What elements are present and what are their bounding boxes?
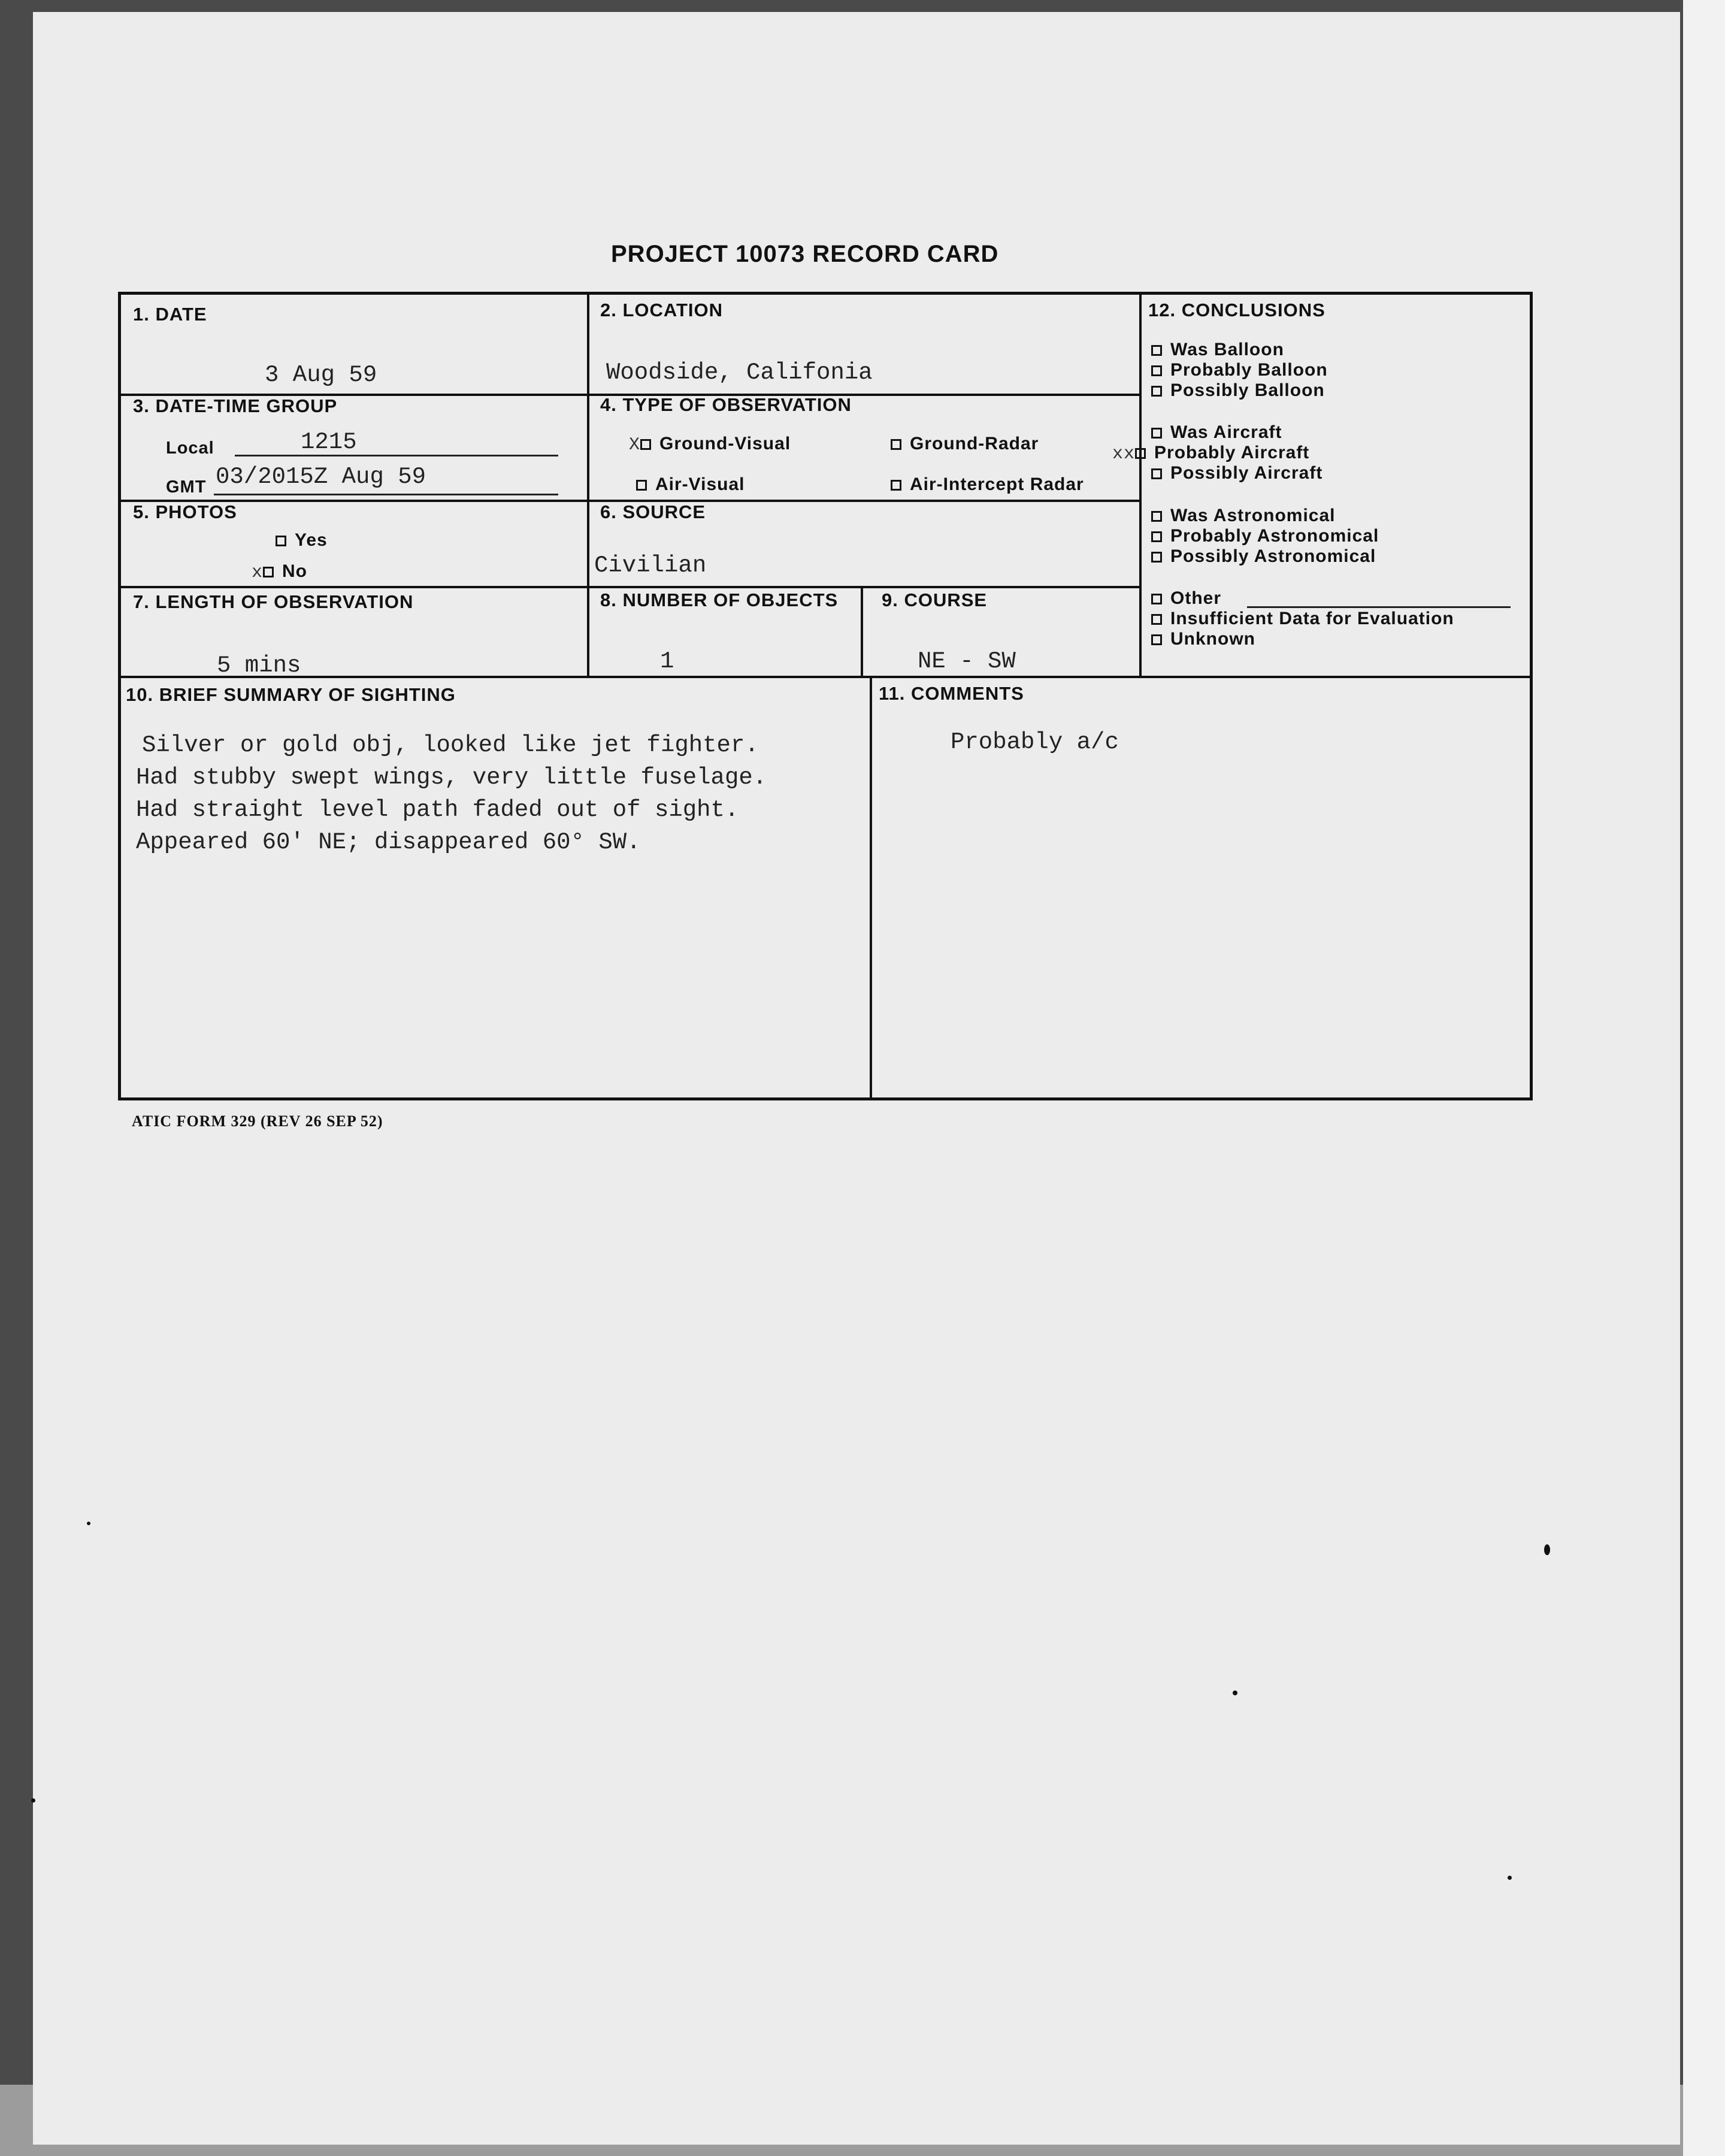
summary-line: Had stubby swept wings, very little fuselage. bbox=[136, 764, 767, 791]
divider-col-conclusions bbox=[1139, 295, 1142, 678]
scan-speck bbox=[1508, 1876, 1512, 1880]
date-value: 3 Aug 59 bbox=[265, 362, 377, 388]
observation-option-air-visual bbox=[636, 474, 745, 495]
datetime-group-label: 3. DATE-TIME GROUP bbox=[133, 395, 338, 416]
card-title: PROJECT 10073 RECORD CARD bbox=[611, 241, 999, 267]
checkbox-icon bbox=[640, 439, 651, 450]
summary-line: Silver or gold obj, looked like jet fighter. bbox=[142, 732, 759, 758]
option-text: Probably Aircraft bbox=[1154, 443, 1310, 462]
checkbox-icon bbox=[1151, 634, 1162, 645]
scan-speck bbox=[31, 1798, 35, 1803]
checkbox-icon bbox=[276, 536, 286, 546]
observation-option-ground-radar bbox=[891, 434, 1039, 454]
photos-option-no bbox=[252, 561, 307, 583]
checkbox-icon bbox=[1151, 614, 1162, 625]
conclusion-probably-balloon bbox=[1151, 360, 1328, 380]
photos-label: 5. PHOTOS bbox=[133, 501, 237, 522]
objects-label: 8. NUMBER OF OBJECTS bbox=[600, 589, 839, 610]
date-label: 1. DATE bbox=[133, 304, 207, 325]
summary-line: Had straight level path faded out of sight. bbox=[136, 797, 739, 823]
option-text: Ground-Visual bbox=[659, 434, 791, 453]
conclusion-insufficient-data bbox=[1151, 609, 1454, 629]
location-label: 2. LOCATION bbox=[600, 300, 724, 320]
conclusion-other bbox=[1151, 588, 1221, 609]
checkbox-icon bbox=[1151, 468, 1162, 479]
checkbox-icon bbox=[1135, 448, 1146, 459]
divider-row3 bbox=[121, 586, 1139, 588]
conclusion-probably-astronomical bbox=[1151, 526, 1379, 546]
option-text: Was Balloon bbox=[1170, 340, 1284, 359]
option-text: Air-Visual bbox=[655, 474, 745, 494]
option-text: Possibly Astronomical bbox=[1170, 546, 1376, 566]
conclusion-was-aircraft bbox=[1151, 422, 1282, 443]
conclusion-possibly-astronomical bbox=[1151, 546, 1376, 567]
option-text: Was Astronomical bbox=[1170, 506, 1336, 525]
conclusion-was-balloon bbox=[1151, 340, 1284, 360]
other-underline bbox=[1247, 606, 1511, 608]
length-value: 5 mins bbox=[217, 652, 301, 679]
option-text: Probably Balloon bbox=[1170, 360, 1328, 380]
conclusion-was-astronomical bbox=[1151, 506, 1336, 526]
comments-value: Probably a/c bbox=[951, 729, 1119, 755]
option-text: Possibly Balloon bbox=[1170, 380, 1325, 400]
checkbox-icon bbox=[1151, 594, 1162, 604]
checkbox-icon bbox=[1151, 428, 1162, 439]
comments-label: 11. COMMENTS bbox=[879, 683, 1024, 704]
scan-speck bbox=[1544, 1544, 1550, 1555]
checkbox-icon bbox=[1151, 365, 1162, 376]
paper-right-edge bbox=[1683, 0, 1725, 2156]
local-label: Local bbox=[166, 439, 214, 458]
checkbox-icon bbox=[891, 439, 901, 450]
observation-option-ground-visual bbox=[629, 434, 791, 455]
scan-speck bbox=[1233, 1691, 1237, 1695]
summary-line: Appeared 60' NE; disappeared 60° SW. bbox=[136, 829, 641, 855]
option-text: Other bbox=[1170, 588, 1222, 608]
option-text: Insufficient Data for Evaluation bbox=[1170, 609, 1454, 628]
conclusion-probably-aircraft bbox=[1112, 443, 1309, 464]
option-text: Ground-Radar bbox=[910, 434, 1039, 453]
divider-summary-comments bbox=[870, 678, 872, 1100]
observation-option-air-intercept-radar bbox=[891, 474, 1084, 495]
gmt-label: GMT bbox=[166, 477, 207, 497]
source-value: Civilian bbox=[594, 552, 707, 579]
objects-value: 1 bbox=[660, 648, 674, 675]
checkbox-icon bbox=[636, 480, 647, 491]
divider-objects-course bbox=[861, 586, 863, 676]
photos-option-yes bbox=[276, 530, 328, 551]
conclusion-possibly-balloon bbox=[1151, 380, 1325, 401]
checkbox-icon bbox=[1151, 552, 1162, 563]
checkbox-icon bbox=[1151, 386, 1162, 397]
gmt-value: 03/2015Z Aug 59 bbox=[216, 464, 426, 490]
length-label: 7. LENGTH OF OBSERVATION bbox=[133, 591, 414, 612]
source-label: 6. SOURCE bbox=[600, 501, 706, 522]
option-text: Was Aircraft bbox=[1170, 422, 1282, 442]
conclusion-possibly-aircraft bbox=[1151, 463, 1322, 483]
summary-label: 10. BRIEF SUMMARY OF SIGHTING bbox=[126, 684, 456, 705]
conclusion-unknown bbox=[1151, 629, 1255, 649]
conclusion-check-mark: xx bbox=[1112, 444, 1136, 464]
observation-check-mark: X bbox=[629, 435, 641, 455]
divider-col1 bbox=[587, 295, 589, 678]
checkbox-icon bbox=[891, 480, 901, 491]
scan-speck bbox=[87, 1522, 90, 1525]
local-underline bbox=[235, 455, 558, 456]
option-text: Unknown bbox=[1170, 629, 1255, 649]
course-label: 9. COURSE bbox=[882, 589, 988, 610]
photos-check-mark: x bbox=[252, 563, 264, 583]
divider-row4 bbox=[121, 676, 1531, 678]
checkbox-icon bbox=[263, 567, 274, 577]
course-value: NE - SW bbox=[918, 648, 1016, 675]
location-value: Woodside, Califonia bbox=[606, 359, 873, 386]
option-text: No bbox=[282, 561, 308, 581]
checkbox-icon bbox=[1151, 345, 1162, 356]
gmt-underline bbox=[214, 494, 558, 495]
conclusions-label: 12. CONCLUSIONS bbox=[1148, 300, 1325, 320]
record-card bbox=[118, 292, 1533, 1100]
checkbox-icon bbox=[1151, 531, 1162, 542]
checkbox-icon bbox=[1151, 511, 1162, 522]
form-footer: ATIC FORM 329 (REV 26 SEP 52) bbox=[132, 1112, 383, 1130]
option-text: Probably Astronomical bbox=[1170, 526, 1379, 546]
option-text: Yes bbox=[295, 530, 328, 550]
option-text: Air-Intercept Radar bbox=[910, 474, 1084, 494]
observation-type-label: 4. TYPE OF OBSERVATION bbox=[600, 394, 852, 415]
option-text: Possibly Aircraft bbox=[1170, 463, 1323, 483]
local-value: 1215 bbox=[301, 429, 357, 455]
